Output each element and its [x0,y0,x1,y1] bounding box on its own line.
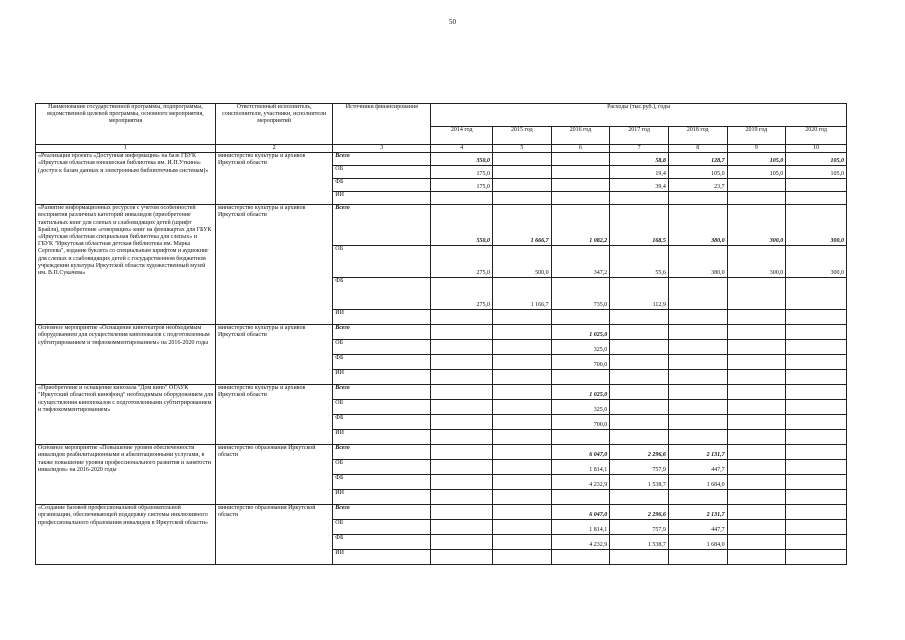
year-cell: 2019 год [727,127,786,145]
amount-cell [786,179,847,192]
amount-cell: 350,0 [431,153,493,166]
program-name-cell: Основное мероприятие «Повышение уровня обеспеченности инвалидов реабилитационными и абилитационными услугами, в также повышение уровня профессионального развития и занятости инвалидов» на 2016-2020 годы [36,445,216,505]
amount-cell [668,400,727,415]
amount-cell: 550,0 [431,205,493,246]
amount-cell: 105,0 [668,166,727,179]
amount-cell [431,355,493,370]
header-executor-cell: Ответственный исполнитель, соисполнители, участники, исполнители мероприятий [215,104,332,145]
amount-cell: 39,4 [610,179,669,192]
amount-cell [668,310,727,325]
funding-source-cell: ИИ [333,550,431,565]
amount-cell [786,278,847,310]
amount-cell: 300,0 [727,246,786,278]
executor-cell: министерство культуры и архивов Иркутской области [215,325,332,385]
amount-cell [493,550,552,565]
amount-cell: 112,9 [610,278,669,310]
column-number: 7 [610,145,669,153]
executor-cell: министерство культуры и архивов Иркутской области [215,153,332,205]
amount-cell [786,340,847,355]
amount-cell [786,475,847,490]
table-row [36,205,847,246]
amount-cell [431,370,493,385]
amount-cell [551,310,610,325]
amount-cell [493,430,552,445]
amount-cell [431,430,493,445]
funding-source-cell: ОБ [333,400,431,415]
amount-cell: 325,0 [551,400,610,415]
column-number-row [36,145,847,153]
amount-cell: 105,0 [786,166,847,179]
program-name-cell: «Создание базовой профессиональной образовательной организации, обеспечивающей поддержку системы инклюзивного профессионального образования инвалидов в Иркутской области» [36,505,216,565]
table-row [36,505,847,520]
amount-cell: 2 296,6 [610,445,669,460]
funding-source-cell: Всего [333,153,431,166]
amount-cell [431,192,493,205]
page-number: 50 [449,18,456,26]
executor-cell: министерство культуры и архивов Иркутской области [215,385,332,445]
amount-cell [668,490,727,505]
amount-cell [493,370,552,385]
amount-cell [727,430,786,445]
amount-cell [551,550,610,565]
amount-cell [727,490,786,505]
amount-cell [727,520,786,535]
amount-cell: 300,0 [786,246,847,278]
amount-cell [431,505,493,520]
column-number: 5 [493,145,552,153]
funding-source-cell: ИИ [333,310,431,325]
funding-source-cell: ОБ [333,520,431,535]
amount-cell [786,415,847,430]
executor-cell: министерство образования Иркутской области [215,505,332,565]
funding-source-cell: Всего [333,445,431,460]
amount-cell: 325,0 [551,340,610,355]
header-source-cell: Источники финансирования [333,104,431,145]
year-cell: 2015 год [493,127,552,145]
amount-cell [493,505,552,520]
amount-cell [668,192,727,205]
amount-cell: 1 814,1 [551,460,610,475]
amount-cell [786,430,847,445]
amount-cell [431,400,493,415]
amount-cell [727,192,786,205]
amount-cell [431,520,493,535]
amount-cell [493,310,552,325]
amount-cell [786,355,847,370]
program-name-cell: «Приобретение и оснащение кинозала "Дом кино" ОГАУК "Иркутский областной кинофонд" необходимым оборудованием для осуществления кинопоказов с подготовленными субтитрированием и тифлокомментированием» [36,385,216,445]
amount-cell: 1 025,0 [551,385,610,400]
amount-cell [551,192,610,205]
year-cell: 2017 год [610,127,669,145]
amount-cell [493,400,552,415]
funding-source-cell: Всего [333,385,431,400]
amount-cell [610,370,669,385]
funding-source-cell: ФБ [333,179,431,192]
header-name-cell: Наименование государственной программы, подпрограммы, ведомственной целевой программы, основного мероприятия, мероприятия [36,104,216,145]
amount-cell: 1 538,7 [610,475,669,490]
amount-cell [610,192,669,205]
amount-cell [727,445,786,460]
amount-cell [493,445,552,460]
amount-cell [786,445,847,460]
amount-cell: 700,0 [551,415,610,430]
header-expenses-cell: Расходы (тыс.руб.), годы [431,104,847,127]
amount-cell [493,340,552,355]
year-cell: 2018 год [668,127,727,145]
amount-cell: 757,9 [610,520,669,535]
amount-cell: 500,0 [493,246,552,278]
column-number: 3 [333,145,431,153]
amount-cell [493,475,552,490]
funding-source-cell: Всего [333,205,431,246]
amount-cell [610,430,669,445]
amount-cell: 735,0 [551,278,610,310]
header-row [36,104,847,127]
funding-source-cell: ИИ [333,430,431,445]
amount-cell [493,460,552,475]
amount-cell [493,490,552,505]
amount-cell: 447,7 [668,520,727,535]
amount-cell [431,310,493,325]
amount-cell [727,550,786,565]
year-cell: 2020 год [786,127,847,145]
amount-cell [610,325,669,340]
amount-cell [431,415,493,430]
amount-cell: 2 131,7 [668,505,727,520]
funding-source-cell: Всего [333,325,431,340]
budget-table [35,103,847,565]
amount-cell [610,490,669,505]
amount-cell [431,475,493,490]
amount-cell [610,415,669,430]
funding-source-cell: ФБ [333,535,431,550]
amount-cell: 1 814,1 [551,520,610,535]
amount-cell [493,192,552,205]
funding-source-cell: ИИ [333,192,431,205]
amount-cell: 380,0 [668,205,727,246]
funding-source-cell: ОБ [333,166,431,179]
funding-source-cell: ФБ [333,415,431,430]
amount-cell: 55,6 [610,246,669,278]
amount-cell [431,340,493,355]
amount-cell [668,355,727,370]
amount-cell [727,505,786,520]
amount-cell [493,520,552,535]
column-number: 9 [727,145,786,153]
funding-source-cell: ФБ [333,355,431,370]
amount-cell [727,310,786,325]
amount-cell: 347,2 [551,246,610,278]
amount-cell [786,310,847,325]
amount-cell [551,430,610,445]
column-number: 4 [431,145,493,153]
table-body [36,104,847,565]
amount-cell [431,460,493,475]
amount-cell [727,400,786,415]
amount-cell: 757,9 [610,460,669,475]
funding-source-cell: ФБ [333,475,431,490]
amount-cell: 300,0 [727,205,786,246]
amount-cell: 168,5 [610,205,669,246]
amount-cell: 300,0 [786,205,847,246]
amount-cell [551,370,610,385]
amount-cell [610,355,669,370]
amount-cell [493,153,552,166]
amount-cell [786,385,847,400]
amount-cell [668,550,727,565]
amount-cell: 1 684,0 [668,535,727,550]
amount-cell: 19,4 [610,166,669,179]
amount-cell [668,340,727,355]
amount-cell [786,370,847,385]
amount-cell [610,310,669,325]
amount-cell [431,550,493,565]
amount-cell [493,166,552,179]
amount-cell: 1 082,2 [551,205,610,246]
funding-source-cell: ОБ [333,340,431,355]
amount-cell [786,325,847,340]
amount-cell: 105,0 [727,153,786,166]
executor-cell: министерство образования Иркутской области [215,445,332,505]
column-number: 6 [551,145,610,153]
funding-source-cell: ОБ [333,246,431,278]
amount-cell: 275,0 [431,278,493,310]
amount-cell: 275,0 [431,246,493,278]
year-cell: 2014 год [431,127,493,145]
amount-cell [727,415,786,430]
amount-cell [668,415,727,430]
amount-cell: 6 047,0 [551,445,610,460]
table-row [36,445,847,460]
amount-cell [786,505,847,520]
amount-cell [431,535,493,550]
table-row [36,153,847,166]
amount-cell [727,355,786,370]
funding-source-cell: Всего [333,505,431,520]
amount-cell: 6 047,0 [551,505,610,520]
column-number: 8 [668,145,727,153]
amount-cell [727,475,786,490]
amount-cell [786,535,847,550]
amount-cell [551,166,610,179]
amount-cell [668,325,727,340]
amount-cell [727,535,786,550]
amount-cell [668,430,727,445]
funding-source-cell: ИИ [333,490,431,505]
amount-cell [786,460,847,475]
amount-cell: 2 131,7 [668,445,727,460]
amount-cell [786,490,847,505]
amount-cell [727,278,786,310]
amount-cell: 700,0 [551,355,610,370]
amount-cell: 4 232,9 [551,535,610,550]
funding-source-cell: ФБ [333,278,431,310]
amount-cell [431,325,493,340]
amount-cell [786,520,847,535]
amount-cell [431,445,493,460]
program-name-cell: «Реализация проекта «Доступная информация» на базе ГБУК «Иркутская областная юношеская библиотека им. И.П.Уткина» (доступ к базам данных и электронным библиотечным системам)» [36,153,216,205]
amount-cell: 1 666,7 [493,205,552,246]
amount-cell [668,278,727,310]
column-number: 2 [215,145,332,153]
amount-cell [493,385,552,400]
amount-cell: 1 166,7 [493,278,552,310]
executor-cell: министерство культуры и архивов Иркутской области [215,205,332,325]
amount-cell: 2 296,6 [610,505,669,520]
amount-cell: 1 684,0 [668,475,727,490]
amount-cell: 4 232,9 [551,475,610,490]
amount-cell [551,490,610,505]
amount-cell [786,550,847,565]
amount-cell [610,340,669,355]
table-row [36,385,847,400]
amount-cell [727,370,786,385]
amount-cell [493,179,552,192]
amount-cell [668,385,727,400]
amount-cell: 175,0 [431,166,493,179]
amount-cell [610,550,669,565]
program-name-cell: Основное мероприятие «Оснащение кинотеатров необходимым оборудованием для осуществления кинопоказов с подготовленным субтитрированием и тифлокомментированием» на 2016-2020 годы [36,325,216,385]
amount-cell: 23,7 [668,179,727,192]
amount-cell [551,179,610,192]
column-number: 10 [786,145,847,153]
amount-cell [727,340,786,355]
column-number: 1 [36,145,216,153]
amount-cell [786,400,847,415]
amount-cell: 105,0 [727,166,786,179]
amount-cell [727,325,786,340]
year-cell: 2016 год [551,127,610,145]
amount-cell: 175,0 [431,179,493,192]
amount-cell: 380,0 [668,246,727,278]
amount-cell [551,153,610,166]
amount-cell [610,400,669,415]
amount-cell [786,192,847,205]
amount-cell [610,385,669,400]
amount-cell: 447,7 [668,460,727,475]
amount-cell: 128,7 [668,153,727,166]
amount-cell [493,355,552,370]
amount-cell [727,179,786,192]
program-name-cell: «Развитие информационных ресурсов с учетом особенностей восприятия различных категорий инвалидов (приобретение тактильных книг для слепых и слабовидящих детей (шрифт Брайля), приобретение «говорящих» книг на флешкартах для ГБУК «Иркутская областная специальная библиотека для слепых» и ГБУК "Иркутская областная детская библиотека им. Марка Сергеева", издание буклета со специальным шрифтом и аудиокниг для слепых и слабовидящих детей с государственном бюджетном учреждении культуры Иркутской области художественный музей им. В.П.Сукачева» [36,205,216,325]
funding-source-cell: ОБ [333,460,431,475]
amount-cell [493,535,552,550]
amount-cell [431,385,493,400]
amount-cell [727,460,786,475]
amount-cell [493,415,552,430]
amount-cell [431,490,493,505]
amount-cell [668,370,727,385]
amount-cell: 58,8 [610,153,669,166]
amount-cell [493,325,552,340]
amount-cell: 105,0 [786,153,847,166]
amount-cell: 1 025,0 [551,325,610,340]
amount-cell: 1 538,7 [610,535,669,550]
amount-cell [727,385,786,400]
table-row [36,325,847,340]
funding-source-cell: ИИ [333,370,431,385]
